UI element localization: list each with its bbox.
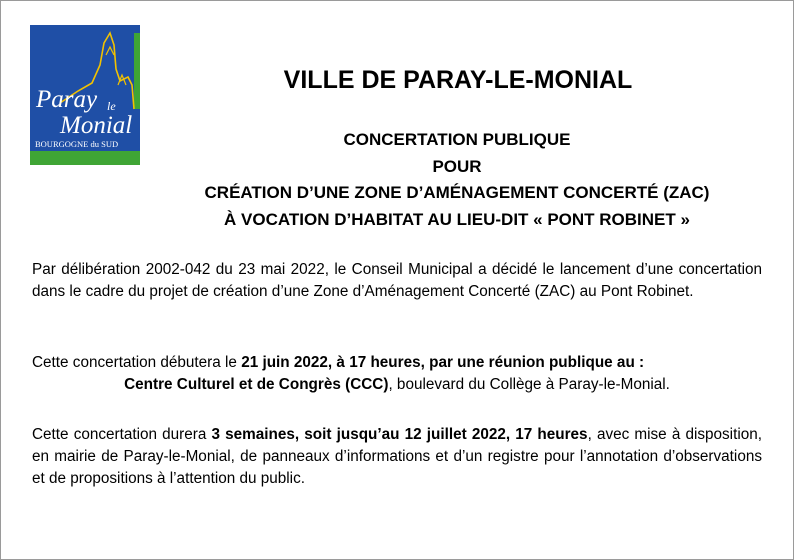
duration-text: Cette concertation durera bbox=[32, 426, 212, 443]
duration-bold: 3 semaines, soit jusqu’au 12 juillet 2022, 17 heures bbox=[211, 426, 588, 443]
paragraph-start-date bbox=[32, 352, 762, 396]
city-logo bbox=[30, 25, 140, 165]
paragraph-duration bbox=[32, 424, 762, 490]
subtitle-line: CONCERTATION PUBLIQUE bbox=[343, 130, 571, 149]
duration-rest: , avec mise à disposition, en mairie de Paray-le-Monial, de panneaux d’informations et d’un registre pour l’annotation d’observations et de propositions à l’attention du public. bbox=[32, 426, 762, 487]
subtitle-line: À VOCATION D’HABITAT AU LIEU-DIT « PONT ROBINET » bbox=[224, 209, 690, 229]
logo-text-region: BOURGOGNE du SUD bbox=[35, 139, 119, 149]
venue-address: , boulevard du Collège à Paray-le-Monial. bbox=[388, 376, 670, 393]
page-title: VILLE DE PARAY-LE-MONIAL bbox=[283, 66, 633, 94]
subtitle-line: POUR bbox=[432, 156, 482, 176]
start-date-bold: 21 juin 2022, à 17 heures, par une réunion publique au : bbox=[241, 354, 645, 371]
logo-text-le: le bbox=[107, 99, 116, 113]
start-text: Cette concertation débutera le bbox=[32, 354, 242, 371]
subtitle-block bbox=[150, 127, 764, 233]
venue-line bbox=[32, 374, 762, 396]
paragraph-deliberation: Par délibération 2002-042 du 23 mai 2022, le Conseil Municipal a décidé le lancement d’une concertation dans le cadre du projet de création d’une Zone d’Aménagement Concerté (ZAC) au Pont Robinet. bbox=[32, 261, 762, 300]
subtitle-line: CRÉATION D’UNE ZONE D’AMÉNAGEMENT CONCERTÉ (ZAC) bbox=[204, 183, 710, 202]
logo-text-paray: Paray bbox=[36, 86, 98, 113]
logo-text-monial: Monial bbox=[60, 112, 133, 139]
venue-name: Centre Culturel et de Congrès (CCC) bbox=[124, 376, 389, 393]
